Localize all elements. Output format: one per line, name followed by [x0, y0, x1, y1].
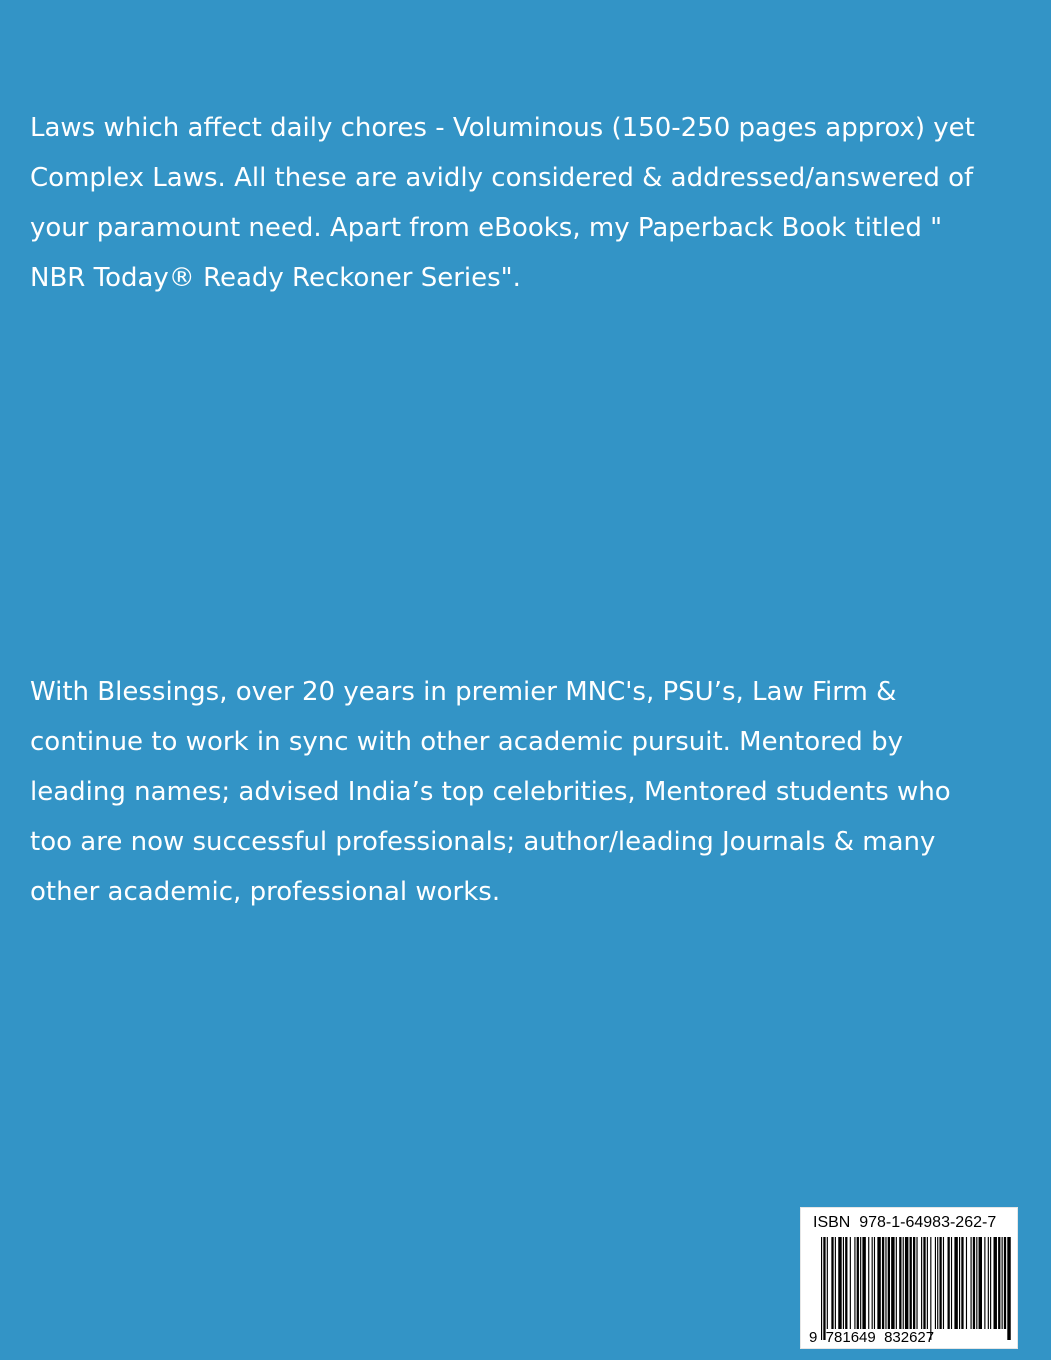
barcode-bar	[850, 1237, 851, 1329]
barcode-bar	[966, 1237, 967, 1329]
barcode-bar	[927, 1237, 928, 1329]
barcode-bar	[979, 1237, 982, 1329]
barcode-bar	[905, 1237, 908, 1329]
barcode-bar	[845, 1237, 847, 1329]
barcode-bar	[896, 1237, 897, 1329]
barcode-bar	[888, 1237, 890, 1329]
barcode-bar	[976, 1237, 977, 1329]
barcode-bar	[984, 1237, 985, 1329]
barcode-bar	[823, 1237, 825, 1340]
barcode-bar	[954, 1237, 957, 1329]
barcode-digits: 9 781649 832627	[809, 1329, 935, 1346]
barcode-bar	[831, 1237, 833, 1329]
barcode-bar	[948, 1237, 950, 1329]
barcode-bar	[860, 1237, 861, 1329]
barcode-bar	[998, 1237, 1000, 1329]
barcode-bar	[973, 1237, 975, 1329]
barcode-bar	[835, 1237, 836, 1329]
barcode-bar	[872, 1237, 873, 1329]
barcode-bar	[827, 1237, 828, 1329]
barcode-bar	[862, 1237, 865, 1329]
barcode-bar	[961, 1237, 963, 1329]
barcode-bar	[821, 1237, 822, 1340]
intro-paragraph: Laws which affect daily chores - Voluminous (150-250 pages approx) yet Complex Laws. All these are avidly considered & addressed/answered of your paramount need. Apart from eBooks, my Paperback Book titled " NBR Today® Ready Reckoner Series".	[30, 113, 975, 293]
author-bio-paragraph: With Blessings, over 20 years in premier MNC's, PSU’s, Law Firm & continue to work in sync with other academic pursuit. Mentored by leading names; advised India’s top celebrities, Mentored students who too are now successful professionals; author/leading Journals & many other academic, professional works.	[30, 677, 951, 907]
barcode-bar	[882, 1237, 884, 1329]
barcode-bar	[1007, 1237, 1010, 1340]
isbn-barcode	[800, 1207, 1018, 1349]
barcode-bar	[990, 1237, 991, 1329]
barcode-bar	[913, 1237, 915, 1329]
barcode-bar	[959, 1237, 960, 1329]
barcode-bar	[877, 1237, 880, 1329]
barcode-bar	[868, 1237, 869, 1329]
barcode-bar	[935, 1237, 936, 1329]
barcode-bar	[916, 1237, 917, 1329]
barcode-bar	[923, 1237, 925, 1329]
isbn-label: ISBN 978-1-64983-262-7	[813, 1214, 997, 1231]
barcode-bar	[885, 1237, 886, 1329]
barcode-bar	[939, 1237, 941, 1329]
barcode-bar	[899, 1237, 901, 1329]
barcode-bar	[943, 1237, 944, 1329]
barcode-bar	[857, 1237, 859, 1329]
barcode-bar	[1002, 1237, 1003, 1329]
barcode-bar	[843, 1237, 844, 1329]
barcode-bar	[1004, 1237, 1006, 1329]
barcode-bar	[930, 1237, 931, 1340]
barcode-bar	[994, 1237, 997, 1329]
barcode-bar	[874, 1237, 875, 1329]
barcode-bar	[910, 1237, 912, 1329]
barcode-bar	[854, 1237, 855, 1329]
barcode-bar	[937, 1237, 938, 1329]
barcode-bar	[838, 1237, 841, 1329]
barcode-bar	[971, 1237, 972, 1329]
barcode-bar	[921, 1237, 922, 1329]
barcode-bar	[951, 1237, 952, 1329]
barcode-bar	[891, 1237, 894, 1329]
barcode-bar	[988, 1237, 989, 1329]
barcode-bar	[903, 1237, 904, 1329]
